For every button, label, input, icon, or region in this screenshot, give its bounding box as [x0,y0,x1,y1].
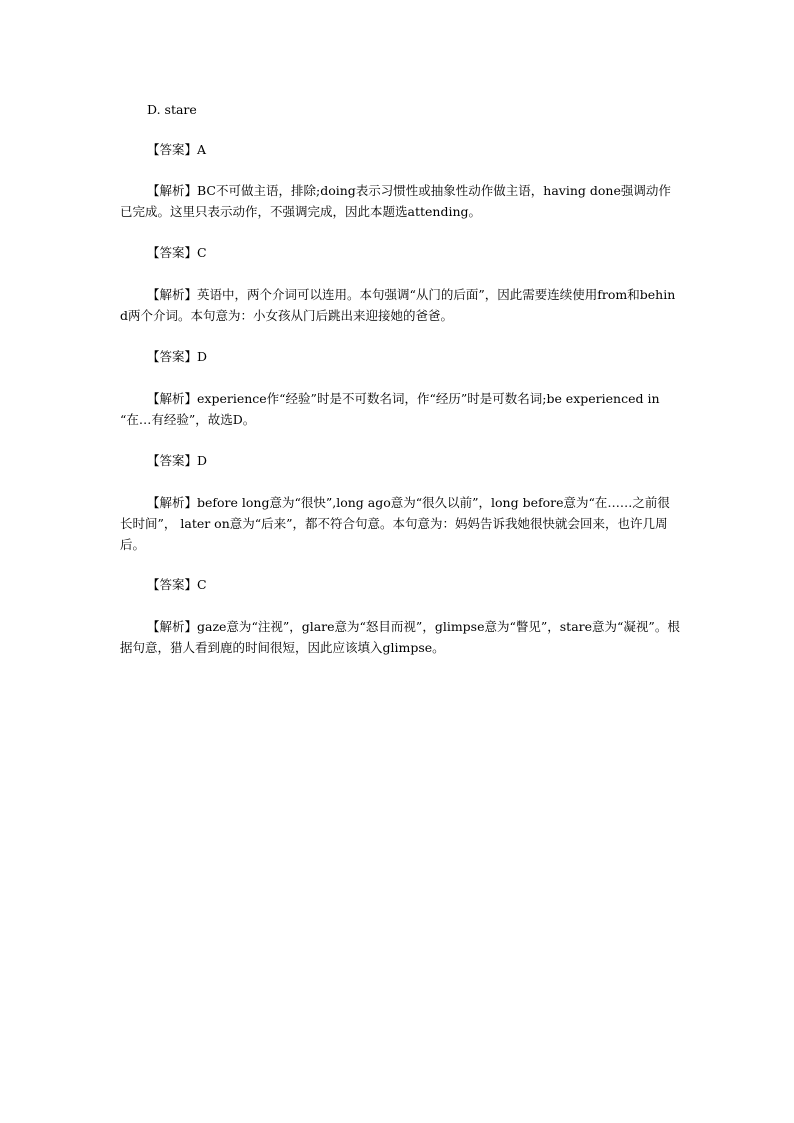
analysis-5: 【解析】gaze意为“注视”，glare意为“怒目而视”，glimpse意为“瞥见”，stare意为“凝视”。根据句意，猎人看到鹿的时间很短，因此应该填入glimpse。 [120,619,680,655]
analysis-4: 【解析】before long意为“很快”,long ago意为“很久以前”，long before意为“在……之前很长时间”， later on意为“后来”，都不符合句意。本句意为：妈妈告诉我她很快就会回来，也许几周后。 [120,495,670,552]
option-d: D. stare [147,102,197,117]
analysis-3: 【解析】experience作“经验”时是不可数名词，作“经历”时是可数名词;be experienced in “在…有经验”，故选D。 [120,391,660,427]
answer-5: 【答案】C [147,577,207,592]
answer-3: 【答案】D [147,349,208,364]
answer-4: 【答案】D [147,453,208,468]
answer-1: 【答案】A [147,142,207,157]
analysis-2: 【解析】英语中，两个介词可以连用。本句强调“从门的后面”，因此需要连续使用from和behind两个介词。本句意为：小女孩从门后跳出来迎接她的爸爸。 [120,287,676,323]
answer-2: 【答案】C [147,245,207,260]
analysis-1: 【解析】BC不可做主语，排除;doing表示习惯性或抽象性动作做主语，having done强调动作已完成。这里只表示动作，不强调完成，因此本题选attending。 [120,183,671,219]
